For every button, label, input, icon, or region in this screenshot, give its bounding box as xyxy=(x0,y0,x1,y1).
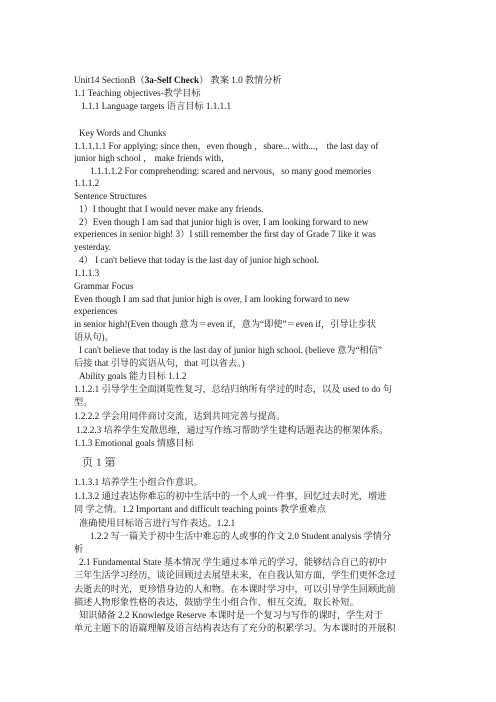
text-line: experiences xyxy=(74,306,118,316)
text-line: 后接 that 引导的宾语从句，that 可以省去。) xyxy=(74,358,245,368)
page-number: 页 1 第 xyxy=(82,457,116,469)
heading-language-targets: 1.1.1 Language targets 语言目标 1.1.1.1 xyxy=(81,101,232,111)
heading-teaching-objectives: 1.1 Teaching objectives-教学目标 xyxy=(74,88,201,98)
text-line: 型。 xyxy=(74,397,93,407)
text-line: in senior high!(Even though 意为＝even if，意为“即使”＝even if，引导让步状 xyxy=(74,319,377,329)
heading-emotional-goals: 1.1.3 Emotional goals 情感目标 xyxy=(74,438,194,448)
title-suffix: ） 教案 1.0 教情分析 xyxy=(199,75,282,85)
text-line: 知识储备 2.2 Knowledge Reserve 本课时是一个复习与写作的课时，学生对于 xyxy=(79,610,383,620)
text-line: 2）Even though I am sad that junior high is over, I am looking forward to new xyxy=(79,217,369,227)
text-line: 准确使用目标语言进行写作表达。1.2.1 xyxy=(79,518,236,528)
text-line: 语从句)。 xyxy=(74,332,114,342)
text-line: 4） I can't believe that today is the last day of junior high school. xyxy=(79,255,319,265)
heading-ability-goals: Ability goals 能力目标 1.1.2 xyxy=(79,371,187,381)
text-line: Even though I am sad that junior high is over, I am looking forward to new xyxy=(74,294,350,304)
text-line: 2.1 Fundamental State 基本情况 学生通过本单元的学习，能够结合自己的初中 xyxy=(79,557,387,567)
heading-sentence-structures: Sentence Structures xyxy=(74,191,147,201)
text-line: 1.1.1.1.2 For comprehending: scared and nervous，so many good memories xyxy=(90,166,372,176)
text-line: 1.1.3.2 通过表达你难忘的初中生活中的一个人或一件事，回忆过去时光，增进 xyxy=(74,491,387,501)
text-line: junior high school ， make friends with， xyxy=(74,153,231,163)
text-line: 去逝去的时光，更珍惜身边的人和物。在本课时学习中，可以引导学生回顾此前 xyxy=(74,584,396,594)
text-line: I can't believe that today is the last day of junior high school. (believe 意为“相信” xyxy=(79,345,382,355)
heading-grammar-focus: Grammar Focus xyxy=(74,281,134,291)
text-line: 同 学之情。1.2 Important and difficult teaching points 教学重难点 xyxy=(74,504,326,514)
title-section-bold: 3a-Self Check xyxy=(144,75,200,85)
document-title xyxy=(74,75,496,86)
text-line: 描述人物形象性格的表达，鼓励学生小组合作，相互交流，取长补短。 xyxy=(74,597,359,607)
text-line: 1.1.2.1 引导学生全面浏览性复习，总结归纳所有学过的时态，以及 used to do 句 xyxy=(74,384,392,394)
text-line: yesterday. xyxy=(74,242,111,252)
text-line: 1.1.1.2 xyxy=(74,178,100,188)
text-line: 1.2.2 写一篇关于初中生活中难忘的人或事的作文 2.0 Student analysis 学情分 xyxy=(90,531,392,541)
text-line: 单元主题下的语篇理解及语言结构表达有了充分的积累学习。为本课时的开展积 xyxy=(74,623,396,633)
text-line: 1.2.2.3 培养学生发散思维，通过写作练习帮助学生建构话题表达的框架体系。 xyxy=(76,425,389,435)
text-line: 1.2.2.2 学会用同伴商讨交流，达到共同完善与提高。 xyxy=(74,411,286,421)
title-prefix: Unit14 SectionB（ xyxy=(74,75,145,85)
text-line: 1.1.1.1.1 For applying: since then，even though ，share... with...， the last day of xyxy=(74,141,379,151)
text-line: 1.1.3.1 培养学生小组合作意识。 xyxy=(74,477,203,487)
text-line: 析 xyxy=(74,544,84,554)
text-line: 三年生活学习经历，谈论回顾过去展望未来，在自我认知方面，学生们更怀念过 xyxy=(74,570,396,580)
heading-key-words: Key Words and Chunks xyxy=(79,128,167,138)
text-line: 1）I thought that I would never make any friends. xyxy=(79,204,264,214)
text-line: 1.1.1.3 xyxy=(74,268,100,278)
text-line: experiences in senior high! 3）I still remember the first day of Grade 7 like it was xyxy=(74,229,376,239)
